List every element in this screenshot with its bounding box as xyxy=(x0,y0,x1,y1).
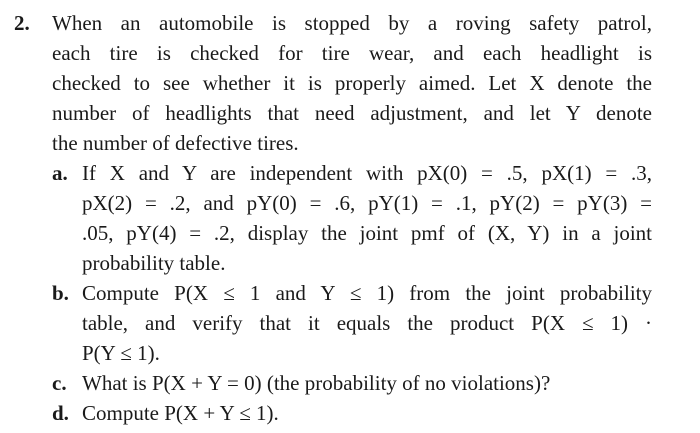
part-d-label: d. xyxy=(52,401,69,425)
problem-number: 2. xyxy=(14,11,30,35)
part-b-line: P(Y ≤ 1). xyxy=(82,341,160,365)
part-a-line: pX(2) = .2, and pY(0) = .6, pY(1) = .1, pY(2) = pY(3) = xyxy=(82,191,652,215)
stem-line: each tire is checked for tire wear, and each headlight is xyxy=(52,41,652,65)
stem-line: number of headlights that need adjustment, and let Y denote xyxy=(52,101,652,125)
part-b-text xyxy=(82,278,652,368)
stem-line: checked to see whether it is properly aimed. Let X denote the xyxy=(52,71,652,95)
part-a-label: a. xyxy=(52,161,68,185)
part-a-line: If X and Y are independent with pX(0) = .5, pX(1) = .3, xyxy=(82,161,652,185)
problem-stem xyxy=(52,8,652,158)
part-d-line: Compute P(X + Y ≤ 1). xyxy=(82,401,279,425)
part-c-label: c. xyxy=(52,371,67,395)
part-c-text xyxy=(82,368,652,398)
stem-line: When an automobile is stopped by a roving safety patrol, xyxy=(52,11,652,35)
part-a-text xyxy=(82,158,652,278)
part-a-line: probability table. xyxy=(82,251,226,275)
part-a-line: .05, pY(4) = .2, display the joint pmf of (X, Y) in a joint xyxy=(82,221,652,245)
part-b-line: table, and verify that it equals the product P(X ≤ 1) · xyxy=(82,311,652,335)
part-c-line: What is P(X + Y = 0) (the probability of no violations)? xyxy=(82,371,551,395)
part-d-text xyxy=(82,398,652,428)
stem-line: the number of defective tires. xyxy=(52,131,299,155)
part-b-line: Compute P(X ≤ 1 and Y ≤ 1) from the joint probability xyxy=(82,281,652,305)
part-b-label: b. xyxy=(52,281,69,305)
